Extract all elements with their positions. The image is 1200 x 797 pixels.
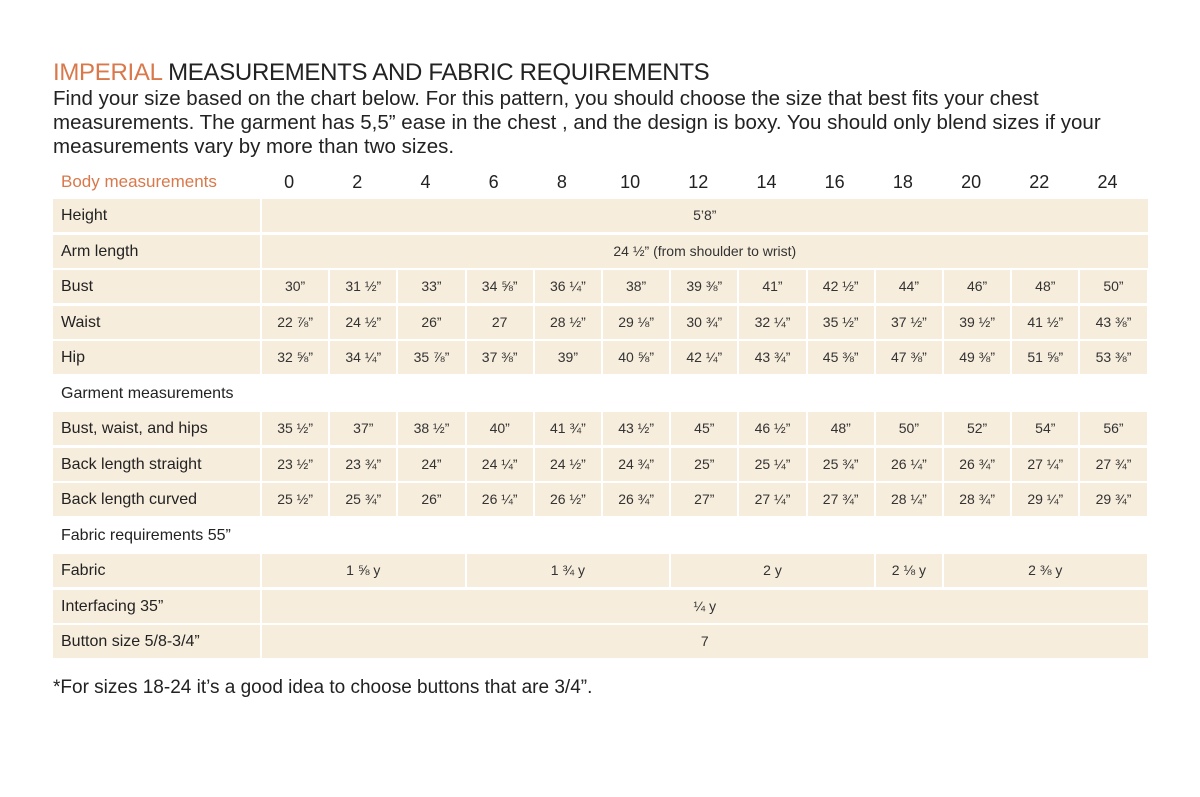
table-cell: 25” <box>671 448 737 481</box>
table-cell: 24” <box>398 448 464 481</box>
row-label: Button size 5/8-3/4” <box>61 633 200 650</box>
title-rest: MEASUREMENTS AND FABRIC REQUIREMENTS <box>161 59 710 86</box>
intro-line: Find your size based on the chart below. For this pattern, you should choose the size that best fits your chest <box>53 87 1039 110</box>
fabric-group-cell: 1 ⅝ y <box>262 554 465 587</box>
row-label: Hip <box>61 349 86 366</box>
table-cell: 54” <box>1012 412 1078 445</box>
table-cell: 42 ½” <box>808 270 874 303</box>
size-heading: 4 <box>420 172 431 192</box>
table-cell: 23 ½” <box>262 448 328 481</box>
fabric-group-cell: 2 ⅜ y <box>944 554 1147 587</box>
table-cell: 39” <box>535 341 601 374</box>
fabric-group-cell: 2 y <box>671 554 874 587</box>
table-cell: 29 ¼” <box>1012 483 1078 516</box>
table-cell: 45 ⅜” <box>808 341 874 374</box>
table-cell: 28 ½” <box>535 306 601 339</box>
table-cell: 25 ¾” <box>330 483 396 516</box>
table-cell: 43 ⅜” <box>1080 306 1146 339</box>
table-cell: 28 ¼” <box>876 483 942 516</box>
table-cell: 48” <box>1012 270 1078 303</box>
section-heading: Fabric requirements 55” <box>61 526 231 544</box>
table-cell: 49 ⅜” <box>944 341 1010 374</box>
table-cell: 52” <box>944 412 1010 445</box>
table-cell: 24 ½” <box>330 306 396 339</box>
table-row <box>0 306 1200 339</box>
table-cell: 37” <box>330 412 396 445</box>
row-label: Back length straight <box>61 455 202 473</box>
table-cell: 30 ¾” <box>671 306 737 339</box>
section-heading: Garment measurements <box>61 384 234 402</box>
table-cell: 46 ½” <box>739 412 805 445</box>
table-cell: 41” <box>739 270 805 303</box>
table-cell: 53 ⅜” <box>1080 341 1146 374</box>
row-label: Height <box>61 207 108 224</box>
table-row <box>0 199 1200 232</box>
intro-line: measurements vary by more than two sizes. <box>53 135 455 158</box>
table-cell: 40 ⅝” <box>603 341 669 374</box>
table-row <box>0 412 1200 445</box>
table-cell: 27” <box>671 483 737 516</box>
table-cell: 25 ¾” <box>808 448 874 481</box>
size-heading: 0 <box>284 172 295 192</box>
table-cell: 34 ⅝” <box>467 270 533 303</box>
table-cell: 35 ½” <box>808 306 874 339</box>
table-cell: 25 ½” <box>262 483 328 516</box>
table-cell: 40” <box>467 412 533 445</box>
table-cell: 33” <box>398 270 464 303</box>
spanning-cell: 24 ½” (from shoulder to wrist) <box>262 235 1148 268</box>
row-label: Fabric <box>61 562 106 579</box>
table-cell: 26 ½” <box>535 483 601 516</box>
footnote: *For sizes 18-24 it’s a good idea to choose buttons that are 3/4”. <box>53 677 593 698</box>
table-cell: 22 ⅞” <box>262 306 328 339</box>
table-cell: 51 ⅝” <box>1012 341 1078 374</box>
table-cell: 26 ¾” <box>603 483 669 516</box>
row-label: Bust <box>61 278 94 295</box>
size-heading: 20 <box>961 172 982 192</box>
table-cell: 35 ⅞” <box>398 341 464 374</box>
table-cell: 26 ¼” <box>876 448 942 481</box>
table-cell: 41 ½” <box>1012 306 1078 339</box>
size-heading: 18 <box>892 172 913 192</box>
table-cell: 43 ½” <box>603 412 669 445</box>
row-label: Back length curved <box>61 491 198 508</box>
table-cell: 26 ¼” <box>467 483 533 516</box>
table-cell: 38” <box>603 270 669 303</box>
table-row <box>0 625 1200 658</box>
table-cell: 42 ¼” <box>671 341 737 374</box>
table-cell: 26” <box>398 483 464 516</box>
title-accent: IMPERIAL <box>53 59 162 86</box>
fabric-group-cell: 1 ¾ y <box>467 554 670 587</box>
table-cell: 26” <box>398 306 464 339</box>
table-cell: 24 ½” <box>535 448 601 481</box>
size-heading: 22 <box>1029 172 1050 192</box>
intro-line: measurements. The garment has 5,5” ease in the chest , and the design is boxy. You should only blend sizes if your <box>53 111 1101 134</box>
table-cell: 32 ¼” <box>739 306 805 339</box>
page-title <box>53 58 709 88</box>
table-cell: 28 ¾” <box>944 483 1010 516</box>
table-row <box>0 341 1200 374</box>
size-heading: 8 <box>556 172 567 192</box>
table-row <box>0 448 1200 481</box>
intro-text <box>53 87 1153 159</box>
size-heading: 24 <box>1097 172 1118 192</box>
table-cell: 27 ¾” <box>808 483 874 516</box>
table-cell: 23 ¾” <box>330 448 396 481</box>
table-cell: 47 ⅜” <box>876 341 942 374</box>
spanning-cell: 7 <box>262 625 1148 658</box>
size-heading: 6 <box>488 172 499 192</box>
row-label: Waist <box>61 313 101 331</box>
table-cell: 48” <box>808 412 874 445</box>
size-heading: 10 <box>620 172 641 192</box>
table-cell: 24 ¾” <box>603 448 669 481</box>
table-cell: 43 ¾” <box>739 341 805 374</box>
table-cell: 50” <box>876 412 942 445</box>
size-heading: 14 <box>756 172 777 192</box>
table-cell: 37 ⅜” <box>467 341 533 374</box>
row-label: Bust, waist, and hips <box>61 420 208 437</box>
table-row <box>0 483 1200 516</box>
size-heading: 2 <box>352 172 363 192</box>
table-cell: 25 ¼” <box>739 448 805 481</box>
table-cell: 30” <box>262 270 328 303</box>
table-cell: 45” <box>671 412 737 445</box>
table-cell: 38 ½” <box>398 412 464 445</box>
table-cell: 27 ¾” <box>1080 448 1146 481</box>
table-cell: 34 ¼” <box>330 341 396 374</box>
spanning-cell: 5’8” <box>262 199 1148 232</box>
table-cell: 27 ¼” <box>1012 448 1078 481</box>
table-cell: 56” <box>1080 412 1146 445</box>
size-heading: 12 <box>688 172 709 192</box>
table-cell: 46” <box>944 270 1010 303</box>
size-header-row <box>0 168 1200 196</box>
table-row <box>0 590 1200 623</box>
table-cell: 26 ¾” <box>944 448 1010 481</box>
table-cell: 50” <box>1080 270 1146 303</box>
table-cell: 36 ¼” <box>535 270 601 303</box>
table-cell: 29 ¾” <box>1080 483 1146 516</box>
table-cell: 41 ¾” <box>535 412 601 445</box>
table-cell: 27 <box>467 306 533 339</box>
table-row <box>0 270 1200 303</box>
body-measurements-heading: Body measurements <box>61 172 217 191</box>
table-cell: 24 ¼” <box>467 448 533 481</box>
size-heading: 16 <box>824 172 845 192</box>
table-cell: 29 ⅛” <box>603 306 669 339</box>
row-label: Interfacing 35” <box>61 597 164 615</box>
table-cell: 32 ⅝” <box>262 341 328 374</box>
table-cell: 44” <box>876 270 942 303</box>
table-cell: 39 ½” <box>944 306 1010 339</box>
table-row <box>0 235 1200 268</box>
spanning-cell: ¼ y <box>262 590 1148 623</box>
table-cell: 35 ½” <box>262 412 328 445</box>
table-cell: 27 ¼” <box>739 483 805 516</box>
fabric-group-cell: 2 ⅛ y <box>876 554 942 587</box>
table-row <box>0 554 1200 587</box>
table-cell: 31 ½” <box>330 270 396 303</box>
row-label: Arm length <box>61 242 139 260</box>
table-cell: 37 ½” <box>876 306 942 339</box>
table-cell: 39 ⅜” <box>671 270 737 303</box>
